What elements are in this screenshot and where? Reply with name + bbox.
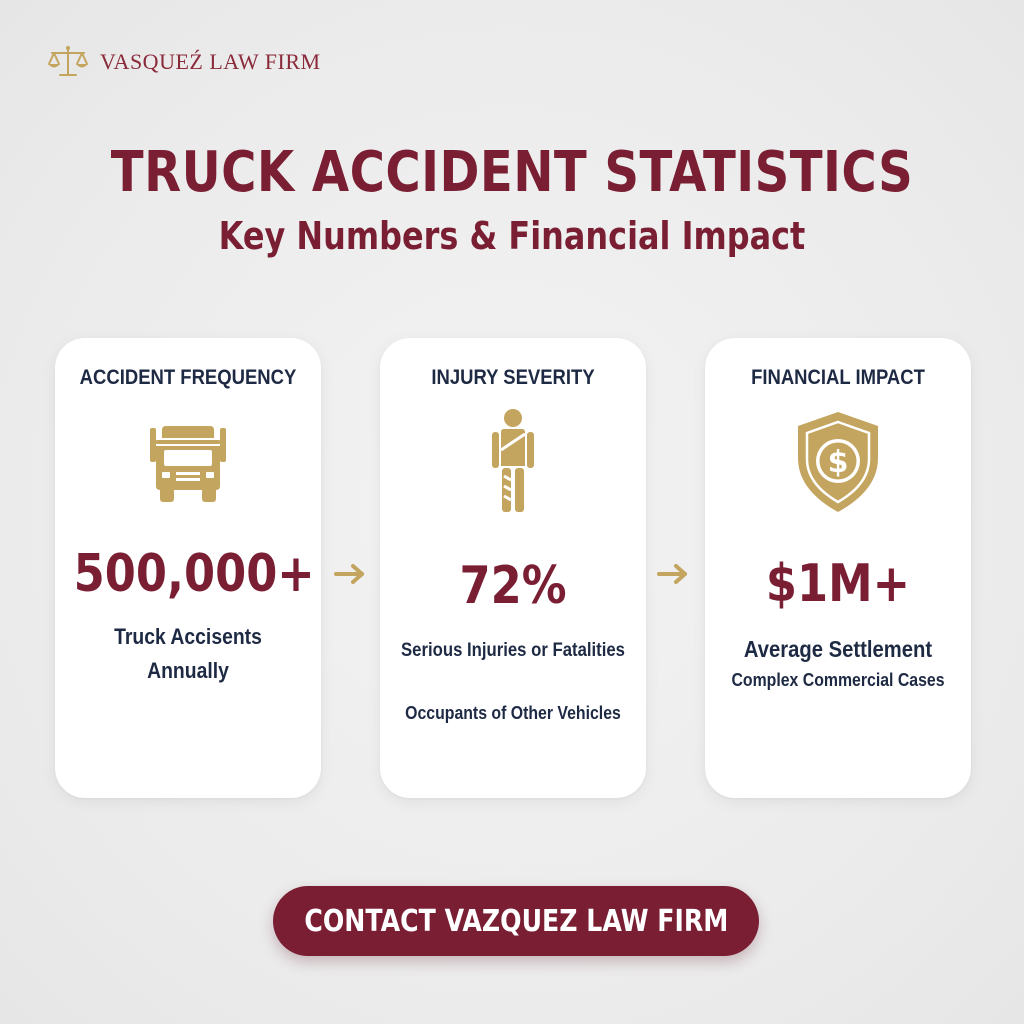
card-heading: FINANCIAL IMPACT <box>751 366 925 389</box>
dollar-shield-icon <box>794 410 882 514</box>
stat-value: 72% <box>459 556 567 616</box>
svg-text:$: $ <box>827 445 849 480</box>
stat-card-accident-frequency <box>55 338 321 798</box>
stat-label: Serious Injuries or Fatalities <box>401 640 625 661</box>
contact-cta-button[interactable] <box>273 886 759 956</box>
brand-name: VASQUEŹ LAW FIRM <box>100 49 321 74</box>
card-heading: INJURY SEVERITY <box>431 366 595 389</box>
stat-label <box>71 620 305 688</box>
page-title: TRUCK ACCIDENT STATISTICS <box>110 140 914 205</box>
contact-cta-label: CONTACT VAZQUEZ LAW FIRM <box>304 903 728 939</box>
brand <box>46 44 321 80</box>
stat-note: Occupants of Other Vehicles <box>405 703 621 723</box>
stat-card-financial-impact <box>705 338 971 798</box>
scales-of-justice-icon <box>46 44 90 80</box>
stat-note: Complex Commercial Cases <box>731 670 945 690</box>
arrow-right-icon <box>333 562 367 586</box>
page-subtitle: Key Numbers & Financial Impact <box>218 214 806 258</box>
stat-card-injury-severity <box>380 338 646 798</box>
truck-icon <box>148 424 228 504</box>
stat-label-line1: Truck Accisents <box>114 624 262 649</box>
stat-label: Average Settlement <box>743 636 933 662</box>
injured-person-icon <box>491 408 535 516</box>
stat-label-line2: Annually <box>147 658 229 683</box>
stat-value: 500,000+ <box>73 544 315 604</box>
card-heading: ACCIDENT FREQUENCY <box>79 366 297 389</box>
arrow-right-icon <box>656 562 690 586</box>
stat-value: $1M+ <box>765 554 911 614</box>
